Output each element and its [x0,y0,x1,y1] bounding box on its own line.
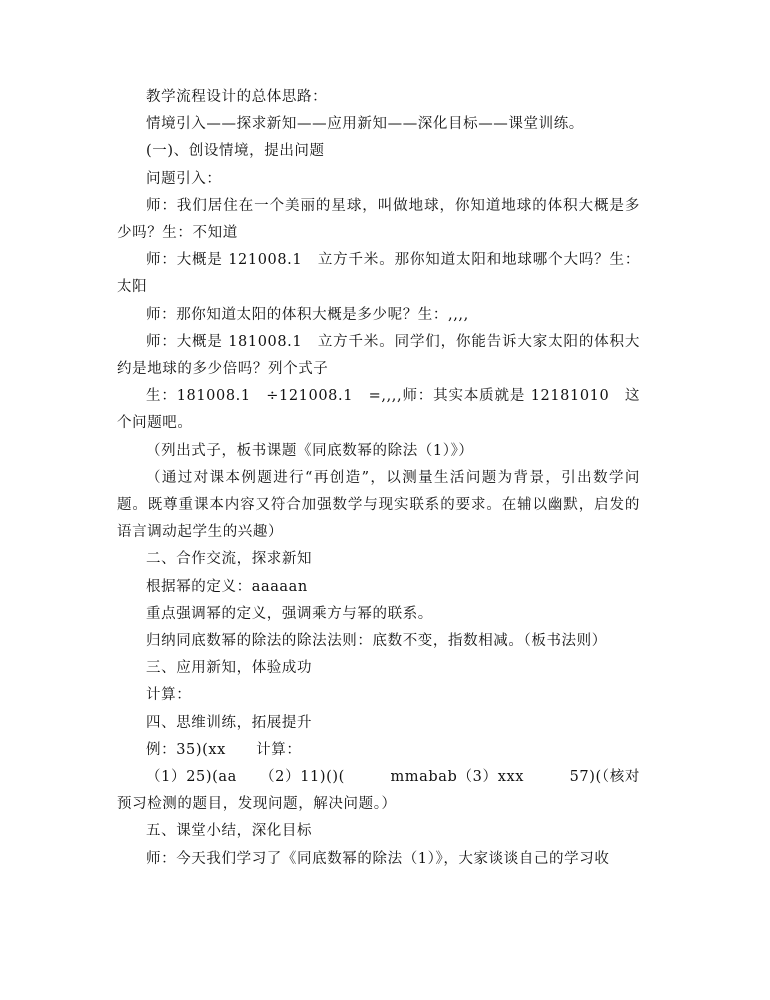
section-heading-3: 三、应用新知，体验成功 [146,660,313,677]
paragraph-example: 例：35)(xx 计算： [146,741,302,758]
paragraph-design-note: （通过对课本例题进行“再创造”，以测量生活问题为背景，引出数学问题。既尊重课本内容又符合加强数学与现实联系的要求。在辅以幽默，启发的语言调动起学生的兴趣） [117,469,640,541]
paragraph-overall-idea: 教学流程设计的总体思路： [146,89,328,105]
paragraph-question-intro: 问题引入： [146,170,222,187]
document-body [117,84,640,873]
paragraph-dialogue-1: 师：我们居住在一个美丽的星球，叫做地球，你知道地球的体积大概是多少吗？生：不知道 [117,197,640,242]
paragraph-board-title: （列出式子，板书课题《同底数幂的除法（1）》） [146,442,474,459]
paragraph-calculate: 计算： [146,687,192,704]
paragraph-dialogue-3: 师：那你知道太阳的体积大概是多少呢？生：,,,, [146,306,469,323]
paragraph-dialogue-4: 师：大概是 181008.1 立方千米。同学们，你能告诉大家太阳的体积大约是地球的多少倍吗？列个式子 [117,333,640,378]
paragraph-division-rule: 归纳同底数幂的除法的除法法则：底数不变，指数相减。（板书法则） [146,633,607,650]
section-heading-5: 五、课堂小结，深化目标 [146,823,313,840]
section-heading-4: 四、思维训练，拓展提升 [146,714,313,731]
section-heading-1: (一)、创设情境，提出问题 [146,143,325,160]
paragraph-summary: 师：今天我们学习了《同底数幂的除法（1）》，大家谈谈自己的学习收 [146,850,610,867]
paragraph-dialogue-5: 生：181008.1 ÷121008.1 =,,,,师：其实本质就是 12181010 这个问题吧。 [117,388,640,432]
paragraph-emphasis: 重点强调幂的定义，强调乘方与幂的联系。 [146,605,433,622]
section-heading-2: 二、合作交流，探求新知 [146,551,313,568]
paragraph-dialogue-2: 师：大概是 121008.1 立方千米。那你知道太阳和地球哪个大吗？生：太阳 [117,252,640,296]
paragraph-power-definition: 根据幂的定义：aaaaan [146,578,308,595]
paragraph-exercises: （1）25)(aa （2）11)()( mmabab（3）xxx 57)(（核对预习检测的题目，发现问题，解决问题。） [117,769,640,813]
paragraph-flow-steps: 情境引入——探求新知——应用新知——深化目标——课堂训练。 [146,116,584,133]
